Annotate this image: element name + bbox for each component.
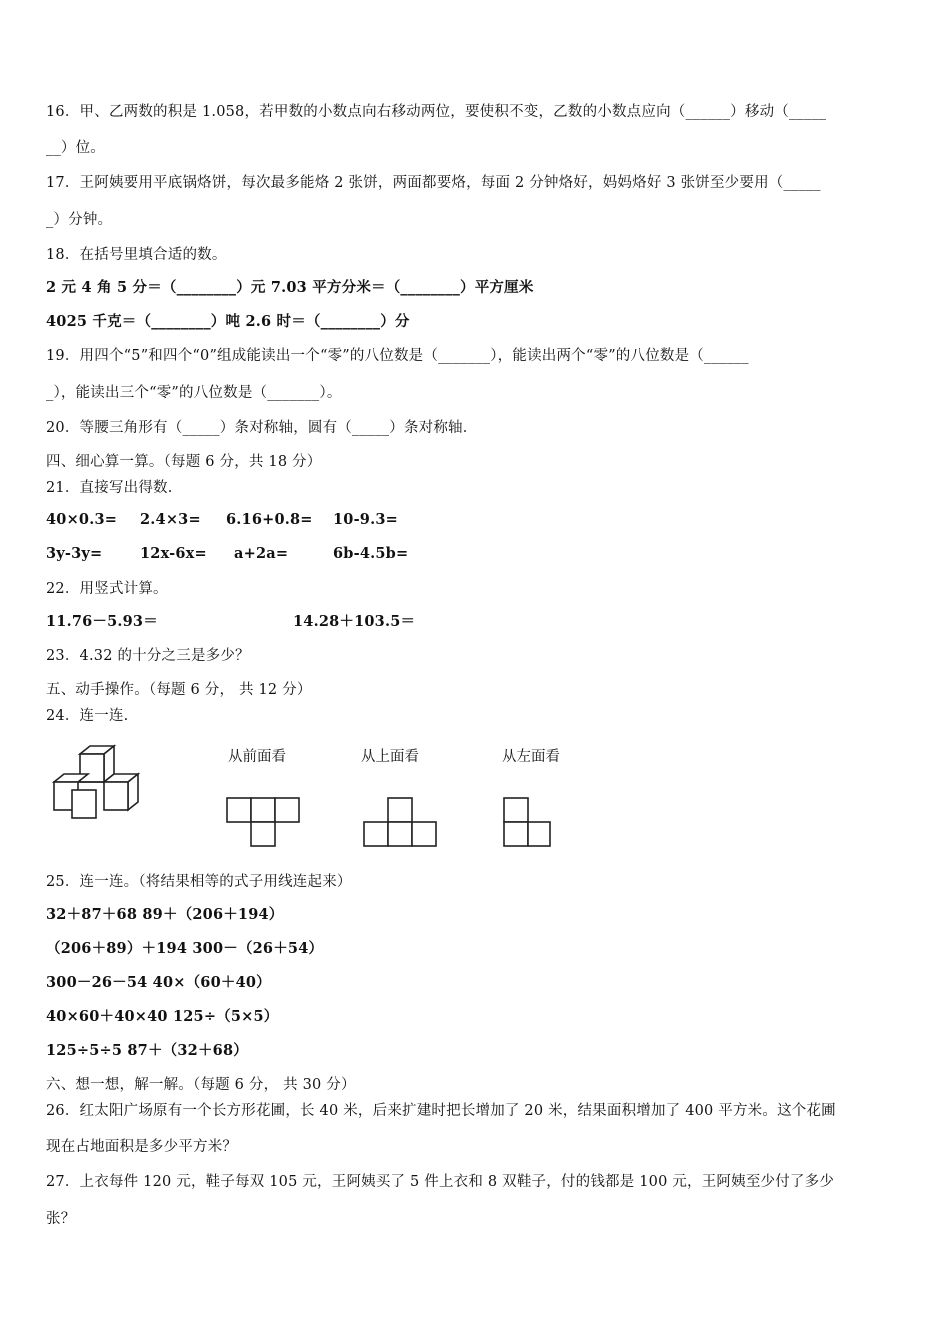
view-figure-front[interactable] — [225, 795, 305, 851]
q18-title: 18．在括号里填合适的数。 — [46, 247, 227, 263]
q26-line2: 现在占地面积是多少平方米？ — [46, 1139, 238, 1155]
q21-item: a+2a= — [234, 545, 289, 562]
q26-line1: 26．红太阳广场原有一个长方形花圃，长 40 米，后来扩建时把长增加了 20 米，结果面积增加了 400 平方米。这个花圃 — [46, 1103, 836, 1119]
q25-row: 32＋87＋68 89＋（206＋194） — [46, 906, 284, 923]
q21-item: 40×0.3= — [46, 511, 118, 528]
view-figure-left[interactable] — [502, 795, 558, 851]
q21-item: 12x-6x= — [140, 545, 207, 562]
q21-title: 21．直接写出得数. — [46, 480, 173, 496]
q21-row1 — [46, 510, 906, 530]
q25-row: 125÷5÷5 87＋（32＋68） — [46, 1042, 248, 1059]
q21-item: 10-9.3= — [333, 511, 398, 528]
q20-line1: 20．等腰三角形有（_____）条对称轴，圆有（_____）条对称轴． — [46, 420, 478, 436]
q27-line2: 张？ — [46, 1211, 76, 1227]
section5-title: 五、动手操作。（每题 6 分， 共 12 分） — [46, 682, 312, 698]
q22-items — [46, 612, 906, 632]
q25-row: 300－26－54 40×（60＋40） — [46, 974, 271, 991]
q21-item: 6b-4.5b= — [333, 545, 409, 562]
view-label-front: 从前面看 — [228, 749, 286, 765]
q16-line1: 16．甲、乙两数的积是 1.058，若甲数的小数点向右移动两位，要使积不变，乙数的小数点应向（______）移动（_____ — [46, 104, 827, 120]
q25-title: 25．连一连。（将结果相等的式子用线连起来） — [46, 874, 352, 890]
q19-line2: _），能读出三个“零”的八位数是（_______）。 — [46, 385, 342, 401]
section4-title: 四、细心算一算。（每题 6 分，共 18 分） — [46, 454, 322, 470]
q18-line2: 4025 千克＝（________）吨 2.6 时＝（________）分 — [46, 313, 410, 330]
q25-row: 40×60＋40×40 125÷（5×5） — [46, 1008, 279, 1025]
q17-line2: _）分钟。 — [46, 212, 113, 228]
q27-line1: 27．上衣每件 120 元，鞋子每双 105 元，王阿姨买了 5 件上衣和 8 双鞋子，付的钱都是 100 元，王阿姨至少付了多少 — [46, 1174, 835, 1190]
section6-title: 六、想一想，解一解。（每题 6 分， 共 30 分） — [46, 1077, 356, 1093]
q21-row2 — [46, 544, 906, 564]
q18-line1: 2 元 4 角 5 分＝（________）元 7.03 平方分米＝（________）平方厘米 — [46, 279, 534, 296]
q25-row: （206＋89）＋194 300－（26＋54） — [46, 940, 324, 957]
q24-title: 24．连一连. — [46, 708, 129, 724]
view-label-left: 从左面看 — [502, 749, 560, 765]
q23-line1: 23．4.32 的十分之三是多少？ — [46, 648, 250, 664]
view-figure-top[interactable] — [362, 795, 442, 851]
cube-stack-figure — [50, 744, 150, 824]
q16-line2: __）位。 — [46, 140, 105, 156]
q19-line1: 19．用四个“5”和四个“0”组成能读出一个“零”的八位数是（_______），能读出两个“零”的八位数是（______ — [46, 348, 749, 364]
q21-item: 6.16+0.8= — [226, 511, 313, 528]
q21-item: 2.4×3= — [140, 511, 201, 528]
q22-item: 14.28＋103.5＝ — [293, 613, 416, 630]
q17-line1: 17．王阿姨要用平底锅烙饼，每次最多能烙 2 张饼，两面都要烙，每面 2 分钟烙好，妈妈烙好 3 张饼至少要用（_____ — [46, 175, 821, 191]
q22-item: 11.76－5.93＝ — [46, 613, 158, 630]
q22-title: 22．用竖式计算。 — [46, 581, 168, 597]
q21-item: 3y-3y= — [46, 545, 103, 562]
view-label-top: 从上面看 — [361, 749, 419, 765]
